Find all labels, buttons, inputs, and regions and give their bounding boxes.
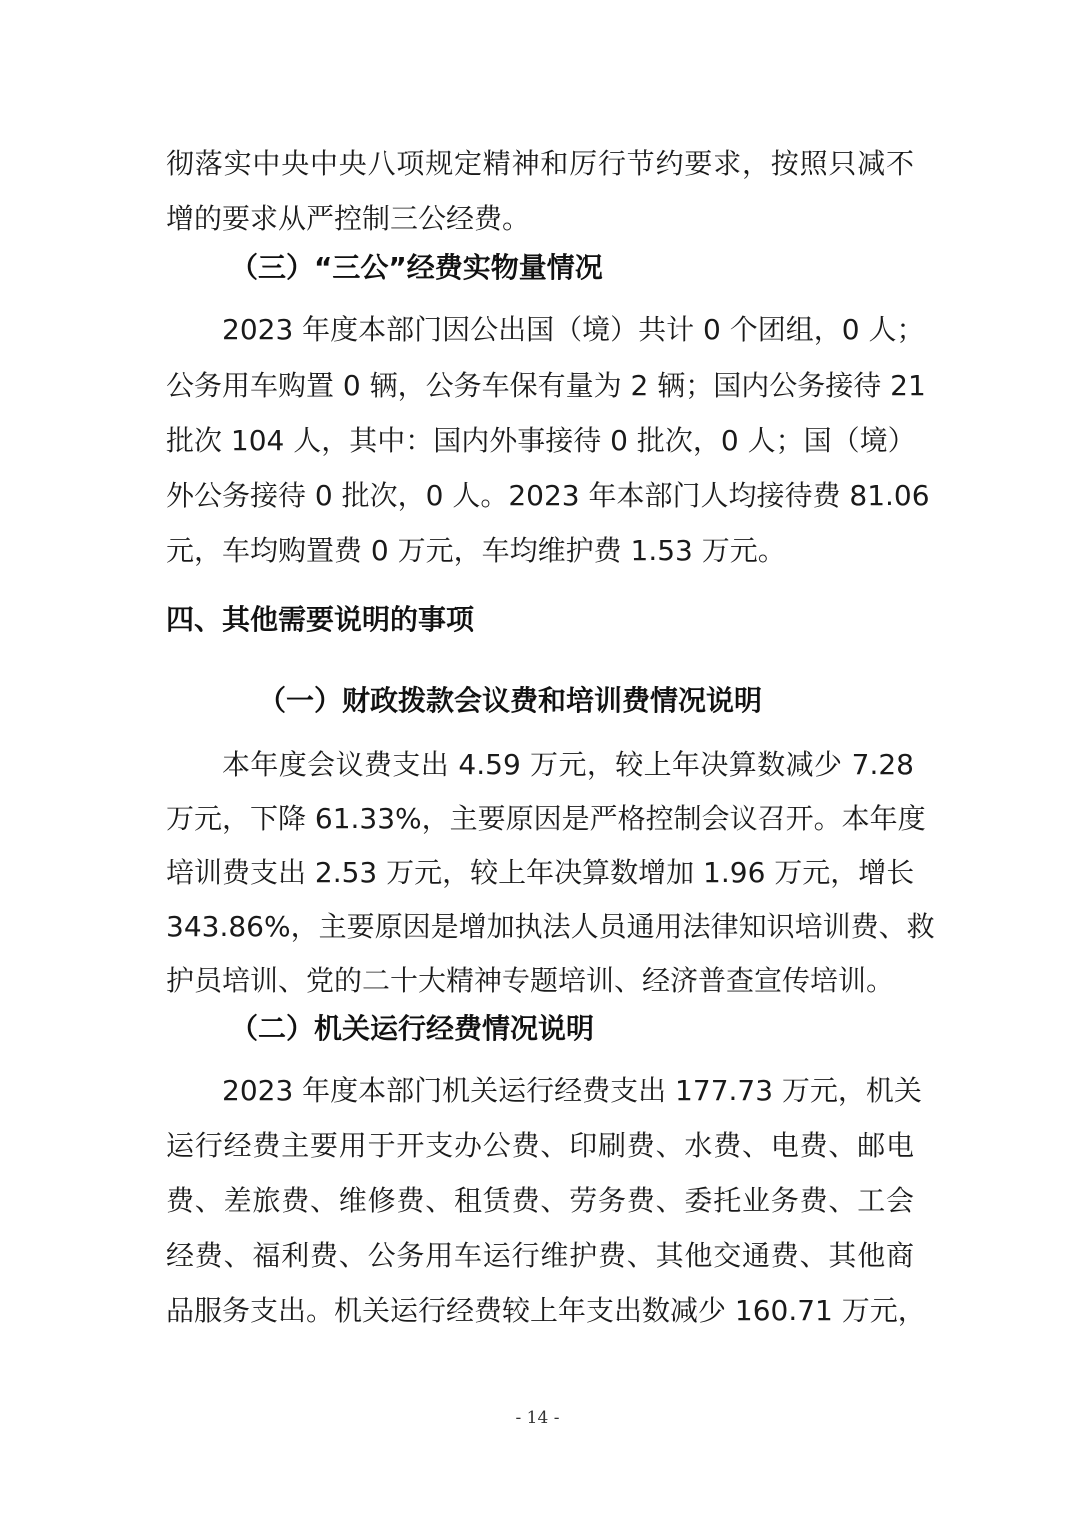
paragraph-line: 批次 104 人，其中：国内外事接待 0 批次，0 人；国（境）	[166, 424, 916, 457]
paragraph-line: 经费、福利费、公务用车运行维护费、其他交通费、其他商	[166, 1239, 914, 1272]
paragraph-line: 2023 年度本部门因公出国（境）共计 0 个团组，0 人；	[222, 313, 925, 346]
paragraph-line: 外公务接待 0 批次，0 人。2023 年本部门人均接待费 81.06	[166, 479, 930, 512]
section-heading: （三）“三公”经费实物量情况	[230, 251, 603, 284]
paragraph-line: 运行经费主要用于开支办公费、印刷费、水费、电费、邮电	[166, 1129, 914, 1162]
chapter-heading: 四、其他需要说明的事项	[166, 603, 475, 636]
page-number: - 14 -	[515, 1408, 560, 1428]
paragraph-line: 2023 年度本部门机关运行经费支出 177.73 万元，机关	[222, 1074, 922, 1107]
paragraph-line: 培训费支出 2.53 万元，较上年决算数增加 1.96 万元，增长	[166, 856, 915, 889]
paragraph-line: 元，车均购置费 0 万元，车均维护费 1.53 万元。	[166, 534, 786, 567]
paragraph-line: 343.86%，主要原因是增加执法人员通用法律知识培训费、救	[166, 910, 935, 943]
paragraph-line: 万元，下降 61.33%，主要原因是严格控制会议召开。本年度	[166, 802, 926, 835]
subsection-heading: （二）机关运行经费情况说明	[230, 1012, 595, 1045]
paragraph-line: 本年度会议费支出 4.59 万元，较上年决算数减少 7.28	[222, 748, 914, 781]
paragraph-line: 彻落实中央中央八项规定精神和厉行节约要求，按照只减不	[166, 147, 914, 180]
paragraph-line: 费、差旅费、维修费、租赁费、劳务费、委托业务费、工会	[166, 1184, 914, 1217]
paragraph-line: 品服务支出。机关运行经费较上年支出数减少 160.71 万元，	[166, 1294, 926, 1327]
paragraph-line: 增的要求从严控制三公经费。	[166, 202, 531, 235]
paragraph-line: 护员培训、党的二十大精神专题培训、经济普查宣传培训。	[166, 964, 895, 997]
subsection-heading: （一）财政拨款会议费和培训费情况说明	[258, 684, 763, 717]
paragraph-line: 公务用车购置 0 辆，公务车保有量为 2 辆；国内公务接待 21	[166, 369, 926, 402]
